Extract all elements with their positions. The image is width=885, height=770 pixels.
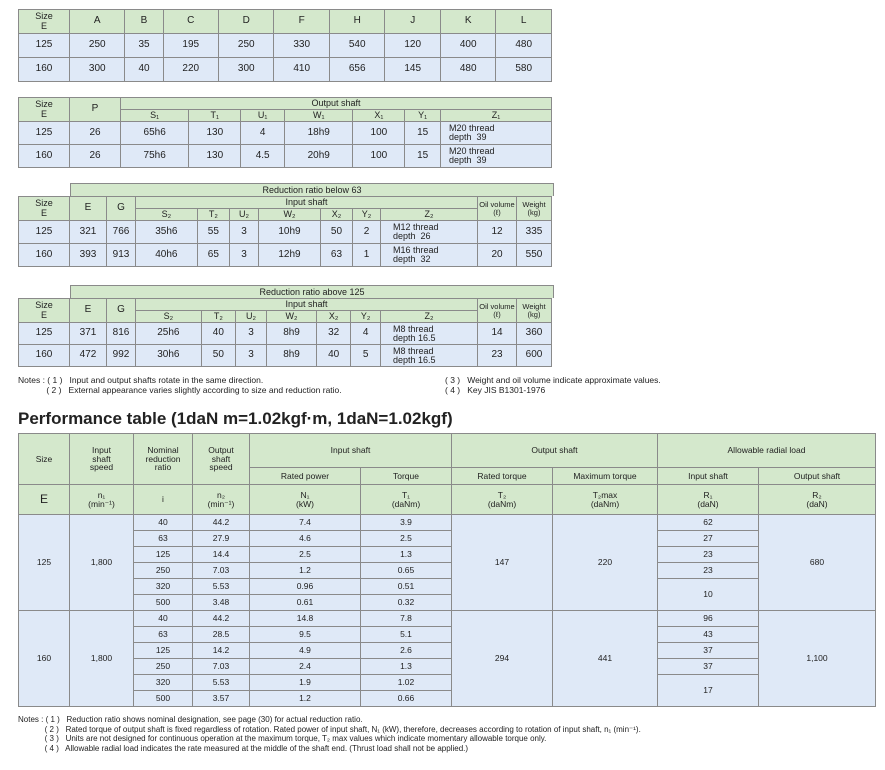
cell: 4.6 [250,531,361,547]
col-p-header: P [70,98,121,122]
size-header: Size E [19,299,70,323]
cell: 1.9 [250,675,361,691]
r2-cell: 680 [759,515,876,611]
table-row [19,34,552,58]
col-f-header: F [274,10,329,34]
col-h-header: H [329,10,384,34]
cell: 65h6 [121,122,189,145]
output-shaft-table [18,97,552,168]
cell: 550 [517,244,552,267]
rated-torque-header: Rated torque [452,468,553,485]
rated-torque-cell: 147 [452,515,553,611]
cell: 320 [134,579,193,595]
table-row [19,515,876,531]
table-row [19,244,552,267]
col-g-header: G [107,299,136,323]
n2-symbol: n₂ (min⁻¹) [193,485,250,515]
col-g-header: G [107,197,136,221]
cell: 160 [19,345,70,367]
cell: M8 thread depth 16.5 [381,323,478,345]
cell: 130 [189,145,241,168]
max-torque-header: Maximum torque [553,468,658,485]
table-row [19,659,876,675]
cell: 35h6 [136,221,198,244]
cell: 1.2 [250,563,361,579]
size-cell: 125 [19,515,70,611]
dimension-notes-right: ( 3 ) Weight and oil volume indicate approximate values. ( 4 ) Key JIS B1301-1976 [445,375,661,395]
col-t2-header: T₂ [201,311,235,323]
oil-volume-header: Oil volume (ℓ) [478,197,517,221]
cell: 4.5 [241,145,285,168]
dimension-notes-left: Notes : ( 1 ) Input and output shafts rotate in the same direction. ( 2 ) External appearance varies slightly according to size and reduction ratio. [18,375,342,395]
cell: 2.5 [250,547,361,563]
cell: 25h6 [136,323,202,345]
table-row [19,579,876,595]
cell: 63 [134,627,193,643]
cell: 35 [125,34,163,58]
table-row [19,58,552,82]
weight-header: Weight (kg) [517,299,552,323]
cell: 27.9 [193,531,250,547]
cell: 2.6 [361,643,452,659]
cell: 43 [658,627,759,643]
col-d-header: D [219,10,274,34]
col-z1-header: Z₁ [441,110,552,122]
cell: 3 [235,323,266,345]
n1-symbol: n₁ (min⁻¹) [70,485,134,515]
cell: 40 [125,58,163,82]
cell: M20 thread depth 39 [441,145,552,168]
cell: 23 [658,563,759,579]
col-l-header: L [496,10,552,34]
table-row [19,323,552,345]
cell: 600 [517,345,552,367]
input-shaft-group-header: Input shaft [136,299,478,311]
cell: M20 thread depth 39 [441,122,552,145]
input-shaft-table-below-63 [18,196,552,267]
cell: 500 [134,595,193,611]
table-row [19,345,552,367]
cell: 7.4 [250,515,361,531]
cell: 40 [134,611,193,627]
cell: 321 [70,221,107,244]
cell: 2.4 [250,659,361,675]
table-row [19,122,552,145]
size-symbol: E [19,485,70,515]
table-row [19,221,552,244]
cell: 3 [229,244,258,267]
cell: 3 [229,221,258,244]
cell: 7.8 [361,611,452,627]
col-s2-header: S₂ [136,311,202,323]
cell: 393 [70,244,107,267]
col-y2-header: Y₂ [351,311,381,323]
cell: 10h9 [259,221,321,244]
cell: 0.51 [361,579,452,595]
cell: 96 [658,611,759,627]
col-u2-header: U₂ [235,311,266,323]
col-e-header: E [70,197,107,221]
cell: 656 [329,58,384,82]
cell: 580 [496,58,552,82]
cell: 75h6 [121,145,189,168]
cell: 3.57 [193,691,250,707]
cell: 250 [70,34,125,58]
reduction-banner-below-63: Reduction ratio below 63 [70,183,554,196]
table-header-row [19,10,552,34]
cell: 63 [320,244,352,267]
cell: 15 [405,122,441,145]
output-speed-header: Output shaft speed [193,434,250,485]
cell: 125 [19,221,70,244]
T1-symbol: T₁ (daNm) [361,485,452,515]
size-cell: 160 [19,611,70,707]
table-row [19,547,876,563]
cell: 2.5 [361,531,452,547]
col-t2-header: T₂ [197,209,229,221]
col-x1-header: X₁ [353,110,405,122]
cell: 4 [351,323,381,345]
cell: 766 [107,221,136,244]
T2-symbol: T₂ (daNm) [452,485,553,515]
cell: 500 [134,691,193,707]
cell: 10 [658,579,759,611]
N1-symbol: N₁ (kW) [250,485,361,515]
cell: 120 [385,34,440,58]
cell: 28.5 [193,627,250,643]
cell: M16 thread depth 32 [381,244,478,267]
cell: 5 [351,345,381,367]
cell: 14.8 [250,611,361,627]
R2-symbol: R₂ (daN) [759,485,876,515]
col-s2-header: S₂ [136,209,198,221]
cell: 37 [658,659,759,675]
cell: 540 [329,34,384,58]
radial-load-group-header: Allowable radial load [658,434,876,468]
cell: M8 thread depth 16.5 [381,345,478,367]
cell: 40 [201,323,235,345]
size-header: Size E [19,197,70,221]
cell: 371 [70,323,107,345]
cell: 195 [163,34,218,58]
col-a-header: A [70,10,125,34]
cell: 0.66 [361,691,452,707]
table-row [19,563,876,579]
output-shaft-group-header: Output shaft [121,98,552,110]
size-header: Size E [19,98,70,122]
cell: 23 [658,547,759,563]
cell: 3 [235,345,266,367]
dimension-table-1 [18,9,552,82]
cell: 125 [19,323,70,345]
cell: 125 [134,547,193,563]
cell: 100 [353,122,405,145]
cell: 5.53 [193,675,250,691]
cell: 100 [353,145,405,168]
col-x2-header: X₂ [317,311,351,323]
input-shaft-group-header: Input shaft [136,197,478,209]
cell: 50 [320,221,352,244]
radial-output-header: Output shaft [759,468,876,485]
cell: 400 [440,34,495,58]
cell: 220 [163,58,218,82]
col-x2-header: X₂ [320,209,352,221]
input-shaft-group-header: Input shaft [250,434,452,468]
col-w2-header: W₂ [259,209,321,221]
table-row [19,675,876,691]
torque-header: Torque [361,468,452,485]
cell: 26 [70,122,121,145]
cell: 472 [70,345,107,367]
i-symbol: i [134,485,193,515]
cell: 125 [134,643,193,659]
cell: 23 [478,345,517,367]
cell: 300 [70,58,125,82]
reduction-banner-above-125: Reduction ratio above 125 [70,285,554,298]
cell: 250 [134,659,193,675]
col-c-header: C [163,10,218,34]
col-y2-header: Y₂ [353,209,381,221]
input-shaft-table-above-125 [18,298,552,367]
cell: 160 [19,145,70,168]
cell: 12h9 [259,244,321,267]
size-header: Size E [19,10,70,34]
max-torque-cell: 441 [553,611,658,707]
cell: 7.03 [193,563,250,579]
col-e-header: E [70,299,107,323]
col-u1-header: U₁ [241,110,285,122]
cell: 32 [317,323,351,345]
cell: 14.4 [193,547,250,563]
cell: 360 [517,323,552,345]
cell: 5.1 [361,627,452,643]
cell: 1.3 [361,659,452,675]
cell: 65 [197,244,229,267]
cell: 50 [201,345,235,367]
cell: 410 [274,58,329,82]
cell: 130 [189,122,241,145]
col-u2-header: U₂ [229,209,258,221]
cell: 37 [658,643,759,659]
input-speed-cell: 1,800 [70,611,134,707]
R1-symbol: R₁ (daN) [658,485,759,515]
cell: 1 [353,244,381,267]
weight-header: Weight (kg) [517,197,552,221]
cell: 44.2 [193,611,250,627]
cell: 1.02 [361,675,452,691]
cell: 40 [134,515,193,531]
table-row [19,531,876,547]
cell: 0.61 [250,595,361,611]
cell: 40h6 [136,244,198,267]
cell: 44.2 [193,515,250,531]
cell: 20h9 [285,145,353,168]
cell: 63 [134,531,193,547]
output-shaft-group-header: Output shaft [452,434,658,468]
col-j-header: J [385,10,440,34]
table-row [19,145,552,168]
cell: 1.2 [250,691,361,707]
col-w2-header: W₂ [267,311,317,323]
cell: 330 [274,34,329,58]
cell: 1.3 [361,547,452,563]
cell: 62 [658,515,759,531]
cell: 3.9 [361,515,452,531]
radial-input-header: Input shaft [658,468,759,485]
performance-notes: Notes : ( 1 ) Reduction ratio shows nominal designation, see page (30) for actual reduction ratio. ( 2 ) Rated torque of output shaft is fixed regardless of rotation. Rated power of input shaft, N₁ (kW), therefore, decreases according to rotation of input shaft, n₁ (min⁻¹). ( 3 ) Units are not designed for continuous operation at the maximum torque, T₂ max values which indicate momentary allowable torque only. ( 4 ) Allowable radial load indicates the rate measured at the middle of the shaft end. (Thrust load shall not be applied.) [18,715,641,753]
cell: 17 [658,675,759,707]
cell: 2 [353,221,381,244]
nominal-ratio-header: Nominal reduction ratio [134,434,193,485]
cell: M12 thread depth 26 [381,221,478,244]
page-title: Performance table (1daN m=1.02kgf·m, 1daN=1.02kgf) [18,409,453,428]
cell: 15 [405,145,441,168]
cell: 160 [19,58,70,82]
col-s1-header: S₁ [121,110,189,122]
cell: 300 [219,58,274,82]
cell: 160 [19,244,70,267]
col-w1-header: W₁ [285,110,353,122]
cell: 992 [107,345,136,367]
table-row [19,627,876,643]
cell: 250 [134,563,193,579]
cell: 30h6 [136,345,202,367]
input-speed-cell: 1,800 [70,515,134,611]
rated-torque-cell: 294 [452,611,553,707]
cell: 125 [19,122,70,145]
col-t1-header: T₁ [189,110,241,122]
cell: 55 [197,221,229,244]
cell: 250 [219,34,274,58]
cell: 3.48 [193,595,250,611]
cell: 27 [658,531,759,547]
cell: 4.9 [250,643,361,659]
table-row [19,611,876,627]
cell: 480 [496,34,552,58]
col-z2-header: Z₂ [381,209,478,221]
rated-power-header: Rated power [250,468,361,485]
cell: 9.5 [250,627,361,643]
cell: 4 [241,122,285,145]
cell: 18h9 [285,122,353,145]
cell: 913 [107,244,136,267]
cell: 335 [517,221,552,244]
col-z2-header: Z₂ [381,311,478,323]
T2max-symbol: T₂max (daNm) [553,485,658,515]
cell: 8h9 [267,323,317,345]
cell: 20 [478,244,517,267]
cell: 816 [107,323,136,345]
performance-table [18,433,876,707]
cell: 26 [70,145,121,168]
cell: 145 [385,58,440,82]
cell: 7.03 [193,659,250,675]
cell: 0.65 [361,563,452,579]
max-torque-cell: 220 [553,515,658,611]
r2-cell: 1,100 [759,611,876,707]
cell: 480 [440,58,495,82]
cell: 12 [478,221,517,244]
col-b-header: B [125,10,163,34]
cell: 8h9 [267,345,317,367]
col-y1-header: Y₁ [405,110,441,122]
cell: 40 [317,345,351,367]
oil-volume-header: Oil volume (ℓ) [478,299,517,323]
cell: 320 [134,675,193,691]
table-row [19,643,876,659]
col-k-header: K [440,10,495,34]
cell: 14.2 [193,643,250,659]
cell: 0.32 [361,595,452,611]
cell: 125 [19,34,70,58]
cell: 14 [478,323,517,345]
cell: 5.53 [193,579,250,595]
cell: 0.96 [250,579,361,595]
size-header: Size [19,434,70,485]
input-speed-header: Input shaft speed [70,434,134,485]
